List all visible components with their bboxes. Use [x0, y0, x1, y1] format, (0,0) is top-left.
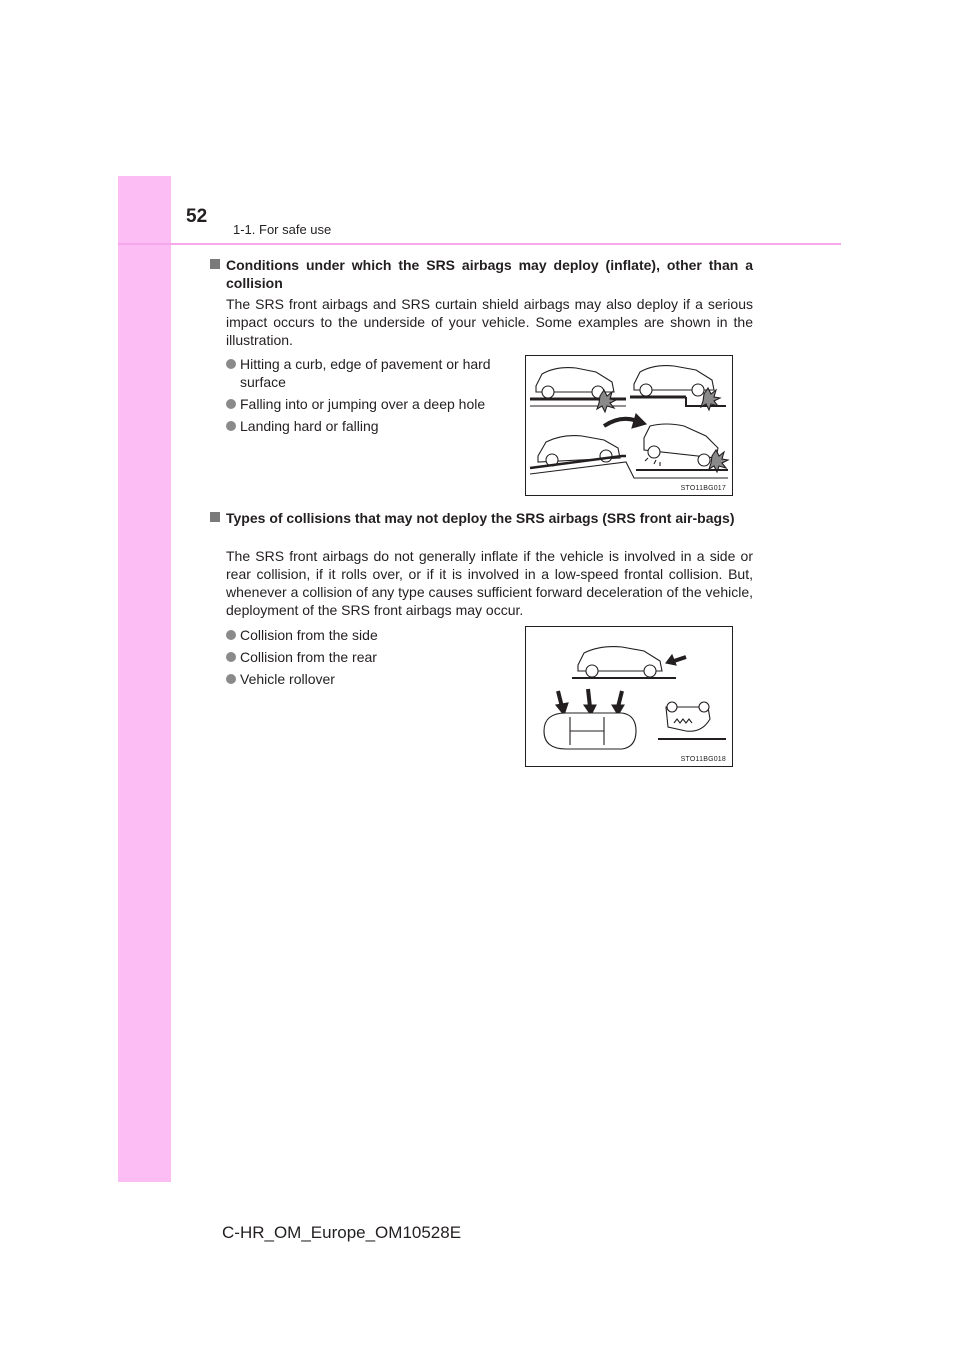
section2-bullet-3: Vehicle rollover: [226, 670, 506, 688]
section2-bullet-1: Collision from the side: [226, 626, 506, 644]
square-bullet-icon: [210, 512, 220, 522]
round-bullet-icon: [226, 630, 236, 640]
section-title: 1-1. For safe use: [233, 222, 332, 237]
square-bullet-icon: [210, 259, 220, 269]
round-bullet-icon: [226, 421, 236, 431]
section1-bullet-1: Hitting a curb, edge of pavement or hard surface: [226, 355, 516, 391]
section1-heading: [210, 256, 753, 292]
underside-impact-illustration: [526, 356, 732, 495]
header-rule: [118, 243, 841, 245]
collision-types-illustration: [526, 627, 732, 766]
section2-bullet-2: Collision from the rear: [226, 648, 506, 666]
round-bullet-icon: [226, 359, 236, 369]
figure-code: STO11BG018: [680, 756, 726, 763]
page-number: 52: [186, 206, 208, 227]
section2-heading: [210, 509, 753, 527]
figure-underside-impact: [525, 355, 733, 496]
section1-bullet-3: Landing hard or falling: [226, 417, 516, 435]
section2-heading-text: Types of collisions that may not deploy the SRS airbags (SRS front air-bags): [226, 510, 735, 526]
figure-collision-types: [525, 626, 733, 767]
side-tab-band: [118, 176, 171, 1182]
figure-code: STO11BG017: [680, 485, 726, 492]
section1-heading-text: Conditions under which the SRS airbags may deploy (inflate), other than a collision: [226, 257, 753, 291]
footer-doc-id: C-HR_OM_Europe_OM10528E: [222, 1223, 462, 1242]
round-bullet-icon: [226, 399, 236, 409]
section2-body: The SRS front airbags do not generally inflate if the vehicle is involved in a side or rear collision, if it rolls over, or if it is involved in a low-speed frontal collision. But, whenever a collision of any type causes sufficient forward deceleration of the vehicle, deployment of the SRS front airbags may occur.: [226, 548, 753, 618]
section1-body: The SRS front airbags and SRS curtain shield airbags may also deploy if a serious impact occurs to the underside of your vehicle. Some examples are shown in the illustration.: [226, 296, 753, 348]
round-bullet-icon: [226, 652, 236, 662]
section1-bullet-2: Falling into or jumping over a deep hole: [226, 395, 516, 413]
round-bullet-icon: [226, 674, 236, 684]
